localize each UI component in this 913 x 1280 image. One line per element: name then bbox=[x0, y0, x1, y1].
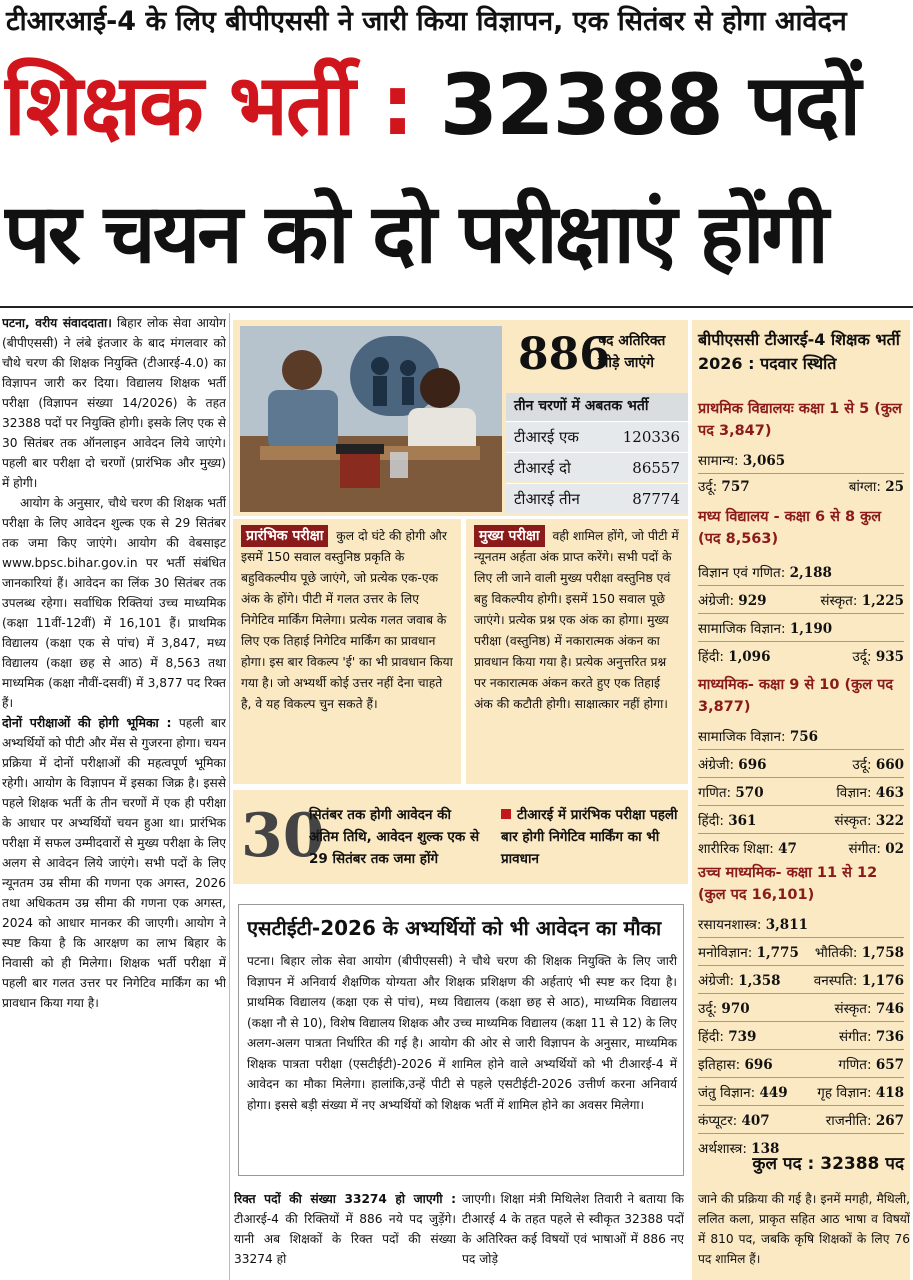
subject-count: 322 bbox=[875, 813, 904, 829]
row-divider bbox=[698, 965, 904, 966]
subject-count: 138 bbox=[751, 1141, 780, 1157]
exam-illustration bbox=[240, 326, 502, 512]
negative-marking-note bbox=[501, 804, 683, 870]
students-exam-photo bbox=[240, 326, 502, 512]
subject-label: इतिहास: bbox=[698, 1057, 741, 1073]
subject-count: 1,225 bbox=[861, 593, 904, 609]
subject-count: 970 bbox=[721, 1001, 750, 1017]
negative-marking-text: टीआरई में प्रारंभिक परीक्षा पहली बार होगी निगेटिव मार्किंग का भी प्रावधान bbox=[501, 807, 678, 867]
post-row bbox=[698, 1110, 904, 1132]
post-row bbox=[698, 476, 904, 498]
subject-label: अंग्रेजी: bbox=[698, 757, 734, 773]
subject-count: 739 bbox=[728, 1029, 757, 1045]
subject-count: 3,065 bbox=[742, 453, 786, 469]
mains-text bbox=[466, 519, 688, 721]
subject-label: वनस्पति: bbox=[813, 973, 858, 989]
bottom-column-1 bbox=[234, 1189, 456, 1280]
prelim-text bbox=[233, 519, 461, 721]
phase-row bbox=[506, 421, 688, 451]
row-divider bbox=[698, 749, 904, 750]
subject-label: मनोविज्ञान: bbox=[698, 945, 753, 961]
row-divider bbox=[698, 777, 904, 778]
sidebar-title: बीपीएससी टीआरई-4 शिक्षक भर्ती 2026 : पदवार स्थिति bbox=[698, 330, 900, 373]
red-square-bullet bbox=[501, 809, 511, 819]
left-para-3 bbox=[2, 713, 226, 1013]
prelim-body: कुल दो घंटे की होगी और इसमें 150 सवाल वस्तुनिष्ठ प्रकृति के बहुविकल्पीय पूछे जाएंगे, जो प्रत्येक एक-एक अंक के होंगे। पीटी में गलत उत्तर के लिए निगेटिव मार्किंग मिलेगा। प्रत्येक गलत जवाब के लिए एक तिहाई निगेटिव मार्किंग का प्रावधान होगा। इस बार विकल्प 'ई' का भी प्रावधान किया गया है। जो अभ्यर्थी कोई उत्तर नहीं देना चाहते है, वे यह विकल्प चुन सकते हैं। bbox=[241, 529, 453, 711]
phase-label: टीआरई दो bbox=[514, 459, 571, 477]
row-divider bbox=[698, 1105, 904, 1106]
subject-label: संस्कृत: bbox=[834, 813, 872, 829]
stat-886-note: पद अतिरिक्त जोड़े जाएंगे bbox=[598, 333, 666, 371]
stet-text: पटना। बिहार लोक सेवा आयोग (बीपीएससी) ने चौथे चरण की शिक्षक नियुक्ति के लिए जारी विज्ञापन में अनिवार्य शैक्षणिक योग्यता और शिक्षक प्रशिक्षण की अर्हताएं भी स्पष्ट कर दिया है। प्राथमिक विद्यालय (कक्षा एक से पांच), मध्य विद्यालय (कक्षा छह से आठ), माध्यमिक विद्यालय (कक्षा नौ से 10), विशेष विद्यालय शिक्षक और उच्च माध्यमिक विद्यालय (कक्षा 11 से 12) के लिए अलग-अलग पात्रता निर्धारित की गई है। आयोग की ओर से जारी विज्ञापन के अनुसार, माध्यमिक शिक्षक पात्रता परीक्षा (एसटीईटी)-2026 में शामिल होने वाले अभ्यर्थियों को भी टीआरई-4 में आवेदन का मौका मिलेगा। हालांकि,उन्हें पीटी से पहले एसटीईटी-2026 उत्तीर्ण करना अनिवार्य होगा। इससे बड़ी संख्या में नए अभ्यर्थियों को शिक्षक भर्ती में शामिल होने का अवसर मिलेगा। bbox=[247, 954, 677, 1112]
subject-count: 1,758 bbox=[861, 945, 904, 961]
post-row bbox=[698, 838, 904, 860]
bottom-column-2: जाएगी। शिक्षा मंत्री मिथिलेश तिवारी ने बताया कि टीआरई 4 के तहत पहले से स्वीकृत 32388 पदों के अतिरिक्त कई विषयों एवं भाषाओं में 886 नए पद जोड़े bbox=[462, 1192, 684, 1266]
row-divider bbox=[698, 1133, 904, 1134]
phase-value: 87774 bbox=[632, 490, 680, 508]
subject-count: 757 bbox=[721, 479, 750, 495]
subject-count: 1,358 bbox=[738, 973, 781, 989]
subject-label: हिंदी: bbox=[698, 1029, 724, 1045]
subject-count: 47 bbox=[778, 841, 797, 857]
phase-value: 86557 bbox=[632, 459, 680, 477]
post-row bbox=[698, 590, 904, 612]
deadline-note: सितंबर तक होगी आवेदन की अंतिम तिथि, आवेदन शुल्क एक से 29 सितंबर तक जमा होंगे bbox=[309, 807, 480, 867]
row-divider bbox=[698, 993, 904, 994]
subject-count: 463 bbox=[875, 785, 904, 801]
subject-count: 696 bbox=[738, 757, 767, 773]
left-para-3-text: पहली बार अभ्यर्थियों को पीटी और मेंस से गुजरना होगा। चयन प्रक्रिया में दोनों परीक्षाओं की महत्वपूर्ण भूमिका रहेगी। आयोग के विज्ञापन में इसका जिक्र है। इससे पहले शिक्षक भर्ती के तीन चरणों में एक ही परीक्षा के आधार पर अभ्यर्थियों चयन हुआ था। प्रारंभिक परीक्षा में सफल उम्मीदवारों से मुख्य परीक्षा के लिए अलग से आवेदन लिये जाएंगे। सभी पदों के लिए न्यूनतम उम्र सीमा की गणना एक अगस्त, 2026 तथा अधिकतम उम्र सीमा की गणना एक अगस्त, 2024 को आधार मानकर की जाएगी। आयोग ने स्पष्ट किया है कि आरक्षण का लाभ बिहार के निवासी को ही मिलेगा। शिक्षक भर्ती परीक्षा में पहली बार गलत उत्तर पर निगेटिव मार्किंग का भी प्रावधान किया गया है। bbox=[2, 716, 226, 1010]
subject-count: 1,775 bbox=[756, 945, 799, 961]
stat-886-value: 886 bbox=[518, 329, 610, 380]
subject-count: 25 bbox=[885, 479, 904, 495]
dateline: पटना, वरीय संवाददाता। bbox=[2, 316, 112, 330]
stet-title: एसटीईटी-2026 के अभ्यर्थियों को भी आवेदन का मौका bbox=[247, 916, 662, 940]
row-divider bbox=[698, 613, 904, 614]
phase-label: टीआरई एक bbox=[514, 428, 579, 446]
subject-label: अंग्रेजी: bbox=[698, 973, 734, 989]
row-divider bbox=[698, 585, 904, 586]
post-row bbox=[698, 942, 904, 964]
phase-value: 120336 bbox=[622, 428, 680, 446]
row-divider bbox=[698, 937, 904, 938]
stet-box bbox=[238, 904, 684, 1176]
subject-label: बांग्ला: bbox=[848, 479, 881, 495]
post-row bbox=[698, 1054, 904, 1076]
post-row bbox=[698, 646, 904, 668]
phase-row bbox=[506, 483, 688, 513]
row-divider bbox=[698, 805, 904, 806]
bottom-column-3: जाने की प्रक्रिया की गई है। इनमें मगही, मैथिली, ललित कला, प्राकृत सहित आठ भाषा व विषयों में 810 पद, जबकि कृषि शिक्षकों के लिए 76 पद शामिल हैं। bbox=[698, 1192, 910, 1266]
prelim-exam-box bbox=[233, 519, 461, 784]
subject-label: उर्दू: bbox=[852, 757, 872, 773]
subject-label: संस्कृत: bbox=[820, 593, 858, 609]
headline-black-part: 32388 पदों bbox=[412, 56, 860, 154]
subject-count: 2,188 bbox=[789, 565, 832, 581]
subject-count: 3,811 bbox=[765, 917, 808, 933]
subject-label: गृह विज्ञान: bbox=[817, 1085, 872, 1101]
subject-label: कंप्यूटर: bbox=[698, 1113, 738, 1129]
post-row bbox=[698, 754, 904, 776]
subject-label: संगीत: bbox=[848, 841, 881, 857]
row-divider bbox=[698, 641, 904, 642]
post-row bbox=[698, 618, 904, 640]
column-separator bbox=[229, 313, 230, 1280]
subject-label: सामान्य: bbox=[698, 453, 739, 469]
kicker-headline: टीआरआई-4 के लिए बीपीएससी ने जारी किया विज्ञापन, एक सितंबर से होगा आवेदन bbox=[0, 0, 913, 44]
subject-count: 746 bbox=[875, 1001, 904, 1017]
subject-label: अर्थशास्त्र: bbox=[698, 1141, 747, 1157]
left-subhead: दोनों परीक्षाओं की होगी भूमिका : bbox=[2, 715, 172, 730]
row-divider bbox=[698, 1077, 904, 1078]
row-divider bbox=[698, 473, 904, 474]
post-row bbox=[698, 1026, 904, 1048]
subject-count: 935 bbox=[875, 649, 904, 665]
subject-count: 449 bbox=[759, 1085, 788, 1101]
headline-rule bbox=[0, 306, 913, 308]
subject-count: 1,176 bbox=[861, 973, 904, 989]
mains-body: वही शामिल होंगे, जो पीटी में न्यूनतम अर्हता अंक प्राप्त करेंगे। सभी पदों के लिए ली जाने वाली मुख्य परीक्षा वस्तुनिष्ठ एवं बहु विकल्पीय होगी। इसमें 150 सवाल पूछे जाएंगे। प्रत्येक प्रश्न एक अंक का होगा। मुख्य परीक्षा (वस्तुनिष्ठ) में नकारात्मक अंकन का प्रावधान किया गया है। प्रत्येक अनुत्तरित प्रश्न पर नकारात्मक अंकन करते हुए एक तिहाई अंक की कटौती होगी। साक्षात्कार नहीं होगा। bbox=[474, 529, 679, 711]
subject-count: 1,190 bbox=[789, 621, 833, 637]
subject-count: 570 bbox=[735, 785, 764, 801]
prelim-tag: प्रारंभिक परीक्षा bbox=[241, 525, 328, 547]
subject-label: विज्ञान एवं गणित: bbox=[698, 565, 786, 581]
main-headline-line2: पर चयन को दो परीक्षाएं होंगी bbox=[4, 187, 826, 282]
subject-label: संगीत: bbox=[839, 1029, 872, 1045]
section-middle: मध्य विद्यालय - कक्षा 6 से 8 कुल (पद 8,563) bbox=[698, 509, 882, 547]
subject-label: गणित: bbox=[698, 785, 732, 801]
left-para-1-text: बिहार लोक सेवा आयोग (बीपीएससी) ने लंबे इंतजार के बाद मंगलवार को चौथे चरण की शिक्षक नियुक्ति (टीआरई-4.0) का विज्ञापन जारी कर दिया। विद्यालय शिक्षक भर्ती परीक्षा (विज्ञापन संख्या 14/2026) के तहत 32388 पदों पर नियुक्ति होगी। इसके लिए एक से 30 सितंबर तक ऑनलाइन आवेदन लिये जाएंगे। पहली बार परीक्षा दो चरणों (प्रारंभिक और मुख्य) में होगी। bbox=[2, 316, 226, 490]
section-higher-secondary: उच्च माध्यमिक- कक्षा 11 से 12 (कुल पद 16,101) bbox=[698, 865, 878, 903]
three-phases-title: तीन चरणों में अबतक भर्ती bbox=[506, 393, 688, 421]
phase-row bbox=[506, 452, 688, 482]
subject-count: 418 bbox=[875, 1085, 904, 1101]
subject-count: 1,096 bbox=[728, 649, 771, 665]
subject-label: गणित: bbox=[838, 1057, 872, 1073]
row-divider bbox=[698, 833, 904, 834]
total-posts: कुल पद : 32388 पद bbox=[752, 1154, 904, 1174]
subject-label: राजनीति: bbox=[825, 1113, 872, 1129]
subject-label: अंग्रेजी: bbox=[698, 593, 734, 609]
subject-label: भौतिकी: bbox=[814, 945, 858, 961]
subject-count: 02 bbox=[885, 841, 904, 857]
subject-count: 657 bbox=[875, 1057, 904, 1073]
row-divider bbox=[698, 1049, 904, 1050]
subject-label: उर्दू: bbox=[698, 479, 718, 495]
subject-count: 696 bbox=[744, 1057, 773, 1073]
subject-label: हिंदी: bbox=[698, 649, 724, 665]
subject-count: 407 bbox=[741, 1113, 770, 1129]
left-para-1 bbox=[2, 313, 226, 493]
post-row bbox=[698, 782, 904, 804]
post-row bbox=[698, 450, 904, 472]
subject-label: शारीरिक शिक्षा: bbox=[698, 841, 774, 857]
subject-count: 756 bbox=[789, 729, 819, 745]
bottom-1-text: टीआरई-4 की रिक्तियों में 886 नये पद जुड़ेंगे। यानी अब शिक्षकों के रिक्त पदों की संख्या 33274 हो bbox=[234, 1212, 456, 1266]
deadline-strip bbox=[233, 790, 688, 884]
post-row bbox=[698, 562, 904, 584]
subject-label: उर्दू: bbox=[698, 1001, 718, 1017]
subject-label: जंतु विज्ञान: bbox=[698, 1085, 756, 1101]
subject-count: 267 bbox=[875, 1113, 904, 1129]
subject-label: सामाजिक विज्ञान: bbox=[698, 729, 786, 745]
post-row bbox=[698, 810, 904, 832]
subject-label: सामाजिक विज्ञान: bbox=[698, 621, 786, 637]
subject-count: 361 bbox=[728, 813, 757, 829]
subject-count: 929 bbox=[738, 593, 767, 609]
left-article-column bbox=[2, 313, 226, 1280]
section-secondary: माध्यमिक- कक्षा 9 से 10 (कुल पद 3,877) bbox=[698, 677, 894, 715]
bottom-subhead: रिक्त पदों की संख्या 33274 हो जाएगी : bbox=[234, 1192, 456, 1206]
headline-red-part: शिक्षक भर्ती : bbox=[4, 56, 413, 154]
phase-label: टीआरई तीन bbox=[514, 490, 580, 508]
subject-label: हिंदी: bbox=[698, 813, 724, 829]
post-row bbox=[698, 998, 904, 1020]
left-para-2: आयोग के अनुसार, चौथे चरण की शिक्षक भर्ती परीक्षा के लिए आवेदन शुल्क एक से 29 सितंबर तक जमा किए जाएंगे। आयोग की वेबसाइट www.bpsc.bihar.gov.in पर भर्ती संबंधित जानकारियां हैं। आवेदन का लिंक 30 सितंबर तक उपलब्ध रहेगा। सर्वाधिक रिक्तियां उच्च माध्यमिक (कक्षा 11वीं-12वीं) में 16,101 हैं। प्राथमिक विद्यालय (कक्षा एक से पांच) में 3,847, मध्य विद्यालय (कक्षा छह से आठ) में 8,563 तथा माध्यमिक (कक्षा नौवीं-दसवीं) में 3,877 पद रिक्त हैं। bbox=[2, 496, 226, 710]
subject-label: संस्कृत: bbox=[834, 1001, 872, 1017]
row-divider bbox=[698, 1021, 904, 1022]
subject-label: उर्दू: bbox=[852, 649, 872, 665]
post-row bbox=[698, 914, 904, 936]
additional-posts-stat bbox=[506, 322, 688, 388]
post-row bbox=[698, 1082, 904, 1104]
post-wise-sidebar bbox=[692, 320, 910, 1280]
subject-count: 660 bbox=[875, 757, 904, 773]
deadline-day: 30 bbox=[241, 801, 325, 871]
section-primary: प्राथमिक विद्यालयः कक्षा 1 से 5 (कुल पद 3,847) bbox=[698, 401, 902, 439]
mains-exam-box bbox=[466, 519, 688, 784]
post-row bbox=[698, 970, 904, 992]
main-headline-line1 bbox=[4, 44, 909, 166]
post-row bbox=[698, 726, 904, 748]
mains-tag: मुख्य परीक्षा bbox=[474, 525, 545, 547]
subject-label: रसायनशास्त्र: bbox=[698, 917, 762, 933]
subject-label: विज्ञान: bbox=[836, 785, 872, 801]
subject-count: 736 bbox=[875, 1029, 904, 1045]
